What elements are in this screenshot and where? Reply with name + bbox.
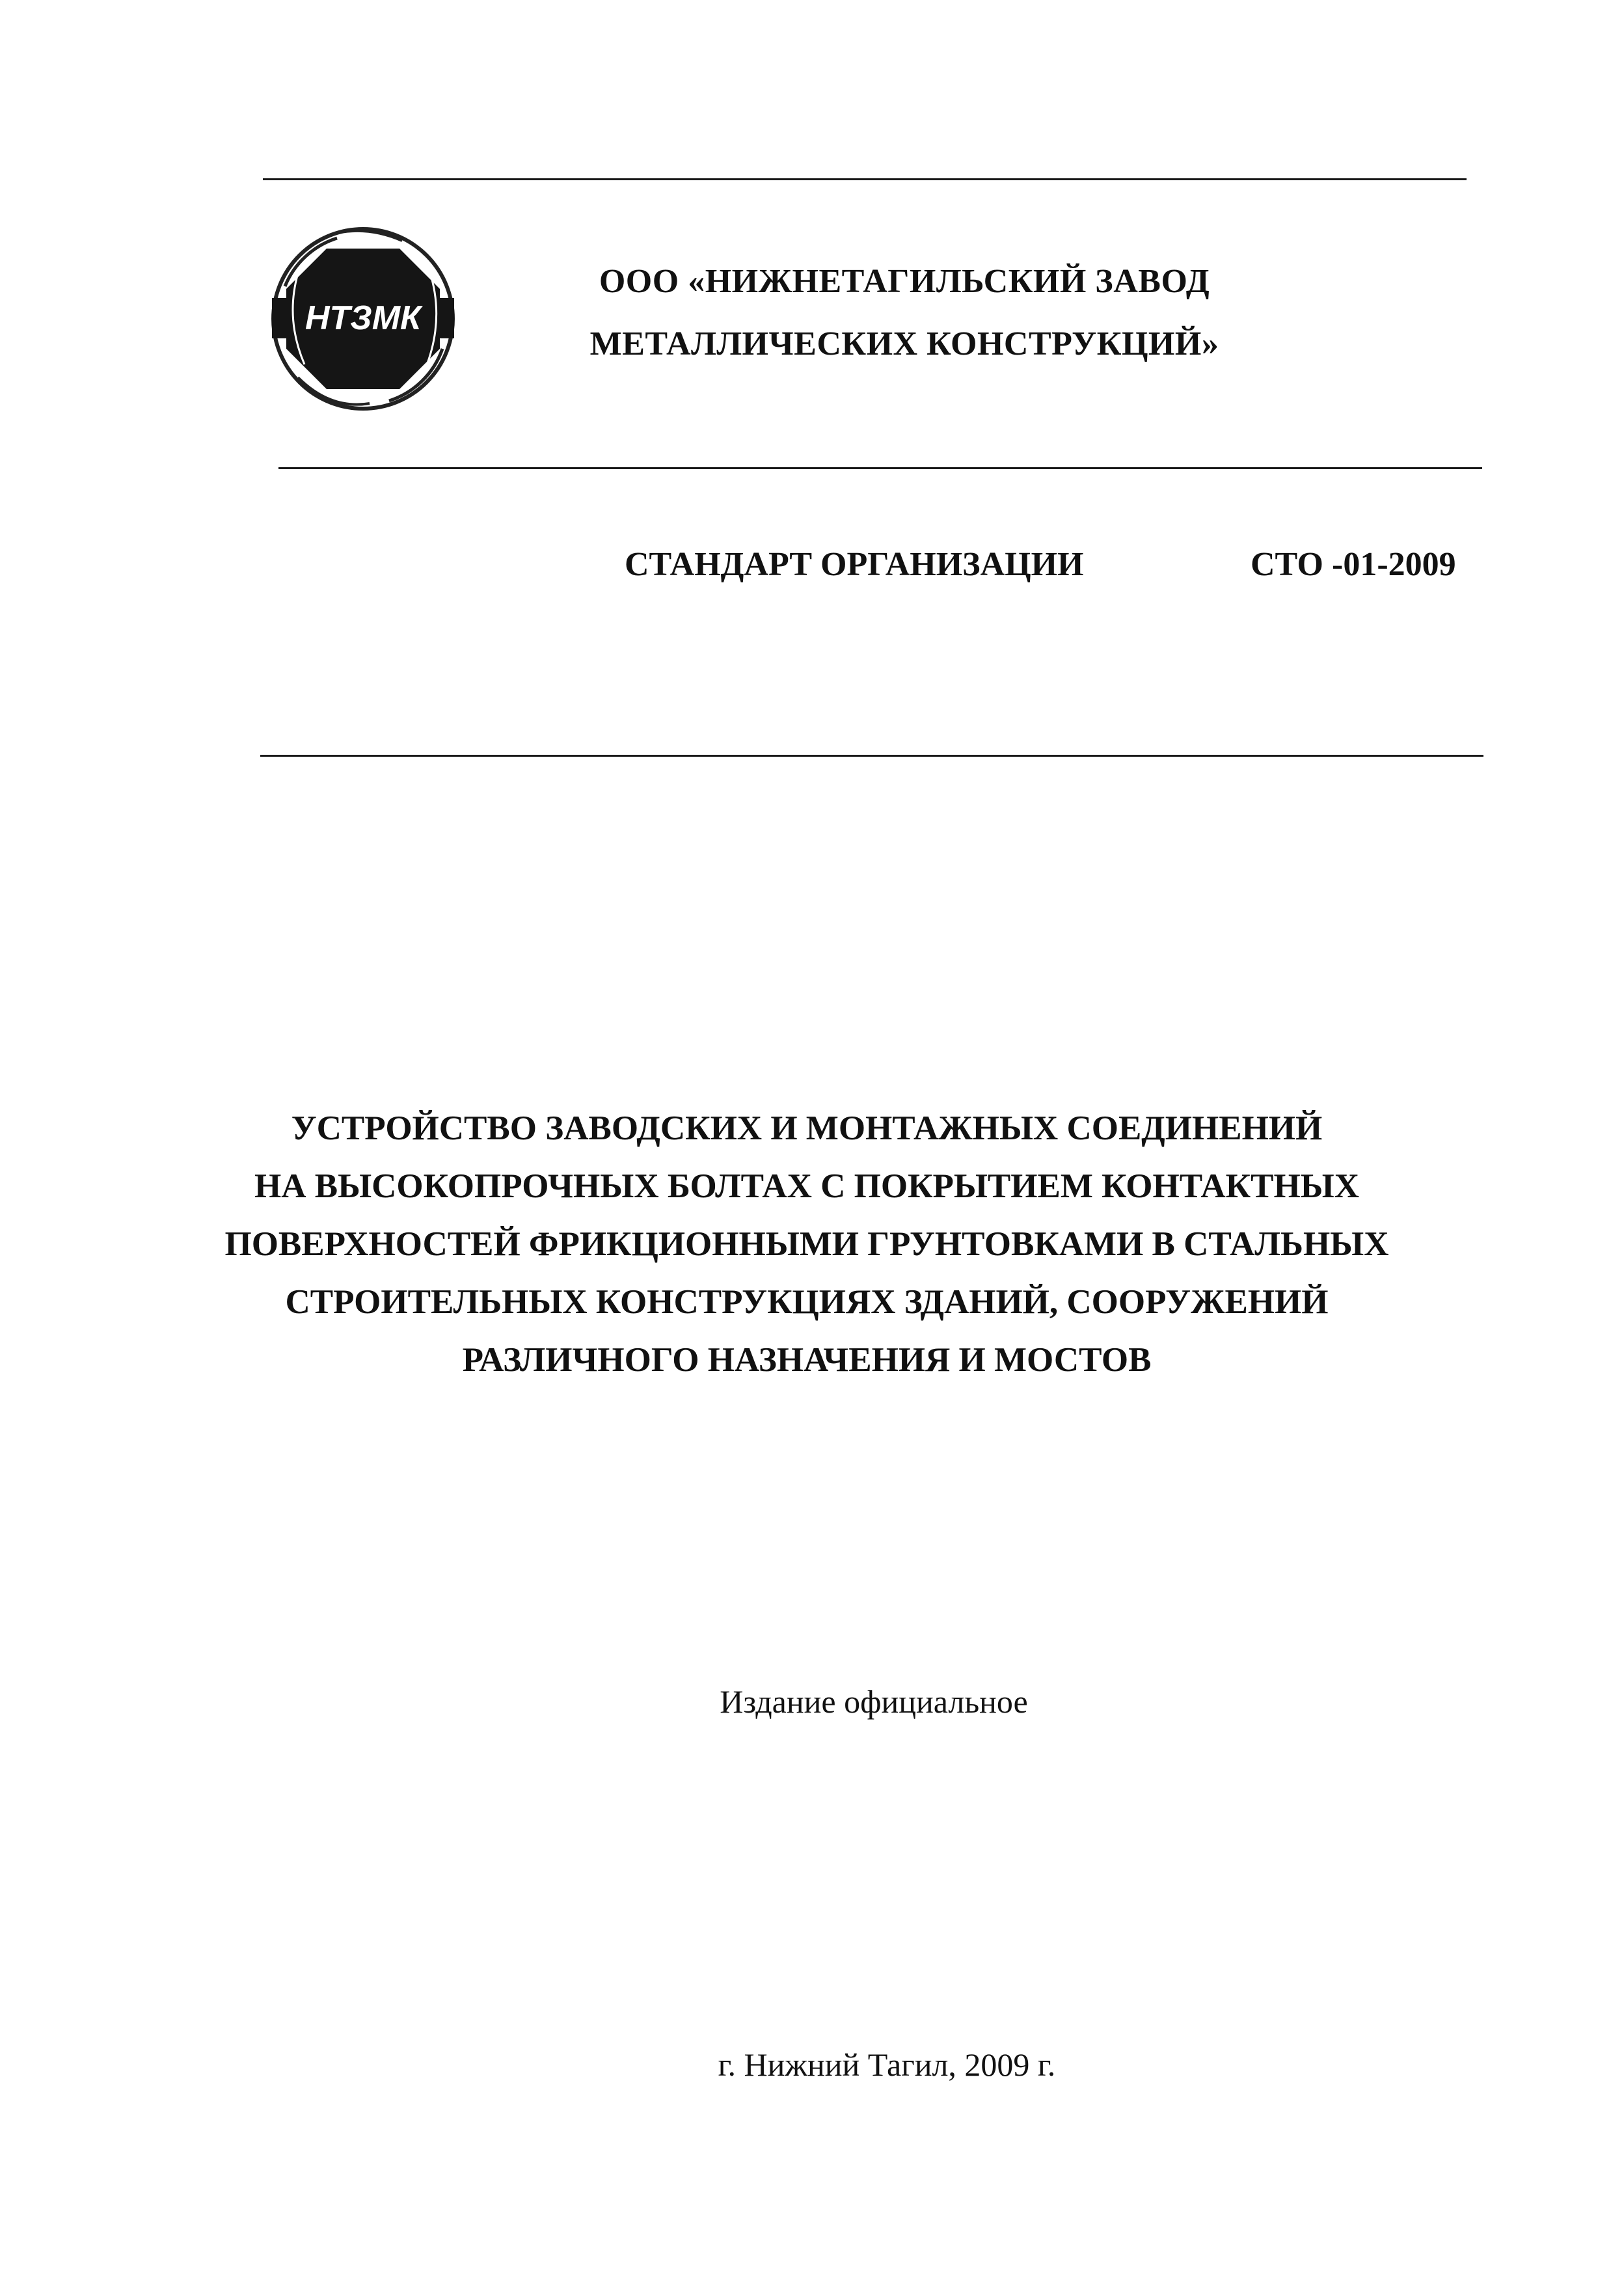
title-line-4: СТРОИТЕЛЬНЫХ КОНСТРУКЦИЯХ ЗДАНИЙ, СООРУЖЕНИЙ — [285, 1283, 1329, 1321]
organization-name — [547, 251, 1262, 375]
edition-note: Издание официальное — [720, 1683, 1028, 1720]
place-and-year: г. Нижний Тагил, 2009 г. — [718, 2046, 1056, 2083]
standard-label: СТАНДАРТ ОРГАНИЗАЦИИ — [625, 546, 1084, 583]
logo-text: НТЗМК — [304, 299, 422, 337]
standard-divider — [260, 755, 1483, 757]
title-line-2: НА ВЫСОКОПРОЧНЫХ БОЛТАХ С ПОКРЫТИЕМ КОНТАКТНЫХ — [254, 1167, 1360, 1205]
top-divider — [263, 178, 1467, 180]
document-title — [195, 1100, 1418, 1389]
title-line-1: УСТРОЙСТВО ЗАВОДСКИХ И МОНТАЖНЫХ СОЕДИНЕНИЙ — [291, 1109, 1323, 1147]
title-line-3: ПОВЕРХНОСТЕЙ ФРИКЦИОННЫМИ ГРУНТОВКАМИ В СТАЛЬНЫХ — [224, 1225, 1389, 1263]
header-divider — [278, 467, 1482, 469]
title-line-5: РАЗЛИЧНОГО НАЗНАЧЕНИЯ И МОСТОВ — [462, 1341, 1152, 1379]
ntzmk-logo-icon — [259, 215, 467, 423]
org-name-line-2: МЕТАЛЛИЧЕСКИХ КОНСТРУКЦИЙ» — [589, 325, 1219, 362]
standard-code: СТО -01-2009 — [1251, 546, 1456, 583]
org-name-line-1: ООО «НИЖНЕТАГИЛЬСКИЙ ЗАВОД — [599, 263, 1210, 300]
